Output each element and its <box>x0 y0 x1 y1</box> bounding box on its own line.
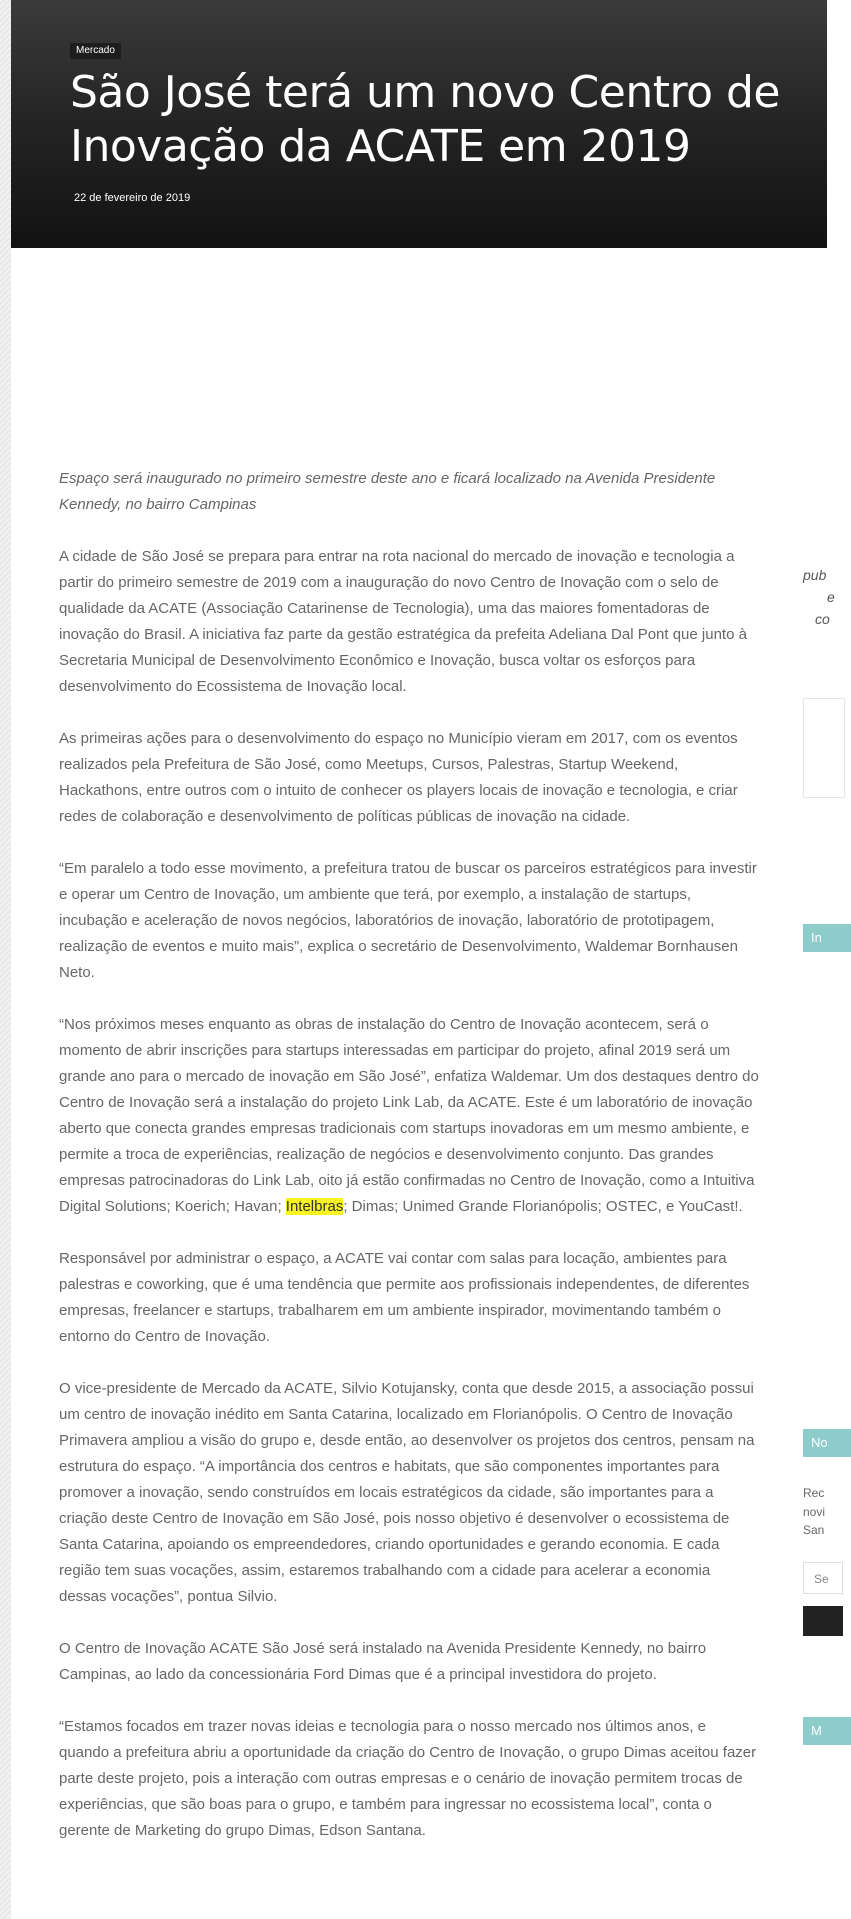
article-paragraph-7: O Centro de Inovação ACATE São José será instalado na Avenida Presidente Kennedy, no bairro Campinas, ao lado da concessionária Ford Dimas que é a principal investidora do projeto. <box>59 1640 707 1683</box>
sidebar-quote-line-1: pub <box>803 567 827 583</box>
article-paragraph-3: “Em paralelo a todo esse movimento, a prefeitura tratou de buscar os parceiros estratégicos para investir e operar um Centro de Inovação, um ambiente que terá, por exemplo, a instalação de startups, incubação e aceleração de novos negócios, laboratórios de inovação, laboratório de prototipagem, realização de eventos e muito mais”, explica o secretário de Desenvolvimento, Waldemar Bornhausen Neto. <box>59 860 757 981</box>
article-paragraph-1: A cidade de São José se prepara para entrar na rota nacional do mercado de inovação e tecnologia a partir do primeiro semestre de 2019 com a inauguração do novo Centro de Inovação com o selo de qualidade da ACATE (Associação Catarinense de Tecnologia), uma das maiores fomentadoras de inovação do Brasil. A iniciativa faz parte da gestão estratégica da prefeita Adeliana Dal Pont que junto à Secretaria Municipal de Desenvolvimento Econômico e Inovação, busca voltar os esforços para desenvolvimento do Ecossistema de Inovação local. <box>59 548 747 695</box>
category-badge[interactable]: Mercado <box>70 43 121 59</box>
paragraph-4-text-after: ; Dimas; Unimed Grande Florianópolis; OSTEC, e YouCast!. <box>343 1198 743 1215</box>
article-paragraph-6: O vice-presidente de Mercado da ACATE, Silvio Kotujansky, conta que desde 2015, a associação possui um centro de inovação inédito em Santa Catarina, localizado em Florianópolis. O Centro de Inovação Primavera ampliou a visão do grupo e, desde então, ao desenvolver os projetos dos centros, pensam na estrutura do espaço. “A importância dos centros e habitats, que são componentes importantes para promover a inovação, sendo construídos em locais estratégicos da cidade, são importantes para a criação deste Centro de Inovação em São José, pois nosso objetivo é desenvolver o ecossistema de Santa Catarina, apoiando os empreendedores, criando oportunidades e gerando economia. E cada região tem suas vocações, assim, estaremos trabalhando com a cidade para acelerar a economia dessas vocações”, pontua Silvio. <box>59 1380 755 1605</box>
article-hero <box>11 0 827 248</box>
paragraph-4-text-before: “Nos próximos meses enquanto as obras de instalação do Centro de Inovação acontecem, será o momento de abrir inscrições para startups interessadas em participar do projeto, afinal 2019 será um grande ano para o mercado de inovação em São José”, enfatiza Waldemar. Um dos destaques dentro do Centro de Inovação será a instalação do projeto Link Lab, da ACATE. Este é um laboratório de inovação aberto que conecta grandes empresas tradicionais com startups inovadoras em um mesmo ambiente, e permite a troca de experiências, realização de negócios e desenvolvimento conjunto. Das grandes empresas patrocinadoras do Link Lab, oito já estão confirmadas no Centro de Inovação, como a Intuitiva Digital Solutions; Koerich; Havan; <box>59 1016 759 1215</box>
article-paragraph-4 <box>59 1012 759 1220</box>
sidebar-search-input[interactable]: Se <box>803 1562 843 1594</box>
sidebar-widget-tag-2[interactable]: No <box>803 1429 851 1457</box>
article-paragraph-8: “Estamos focados em trazer novas ideias e tecnologia para o nosso mercado nos últimos anos, e quando a prefeitura abriu a oportunidade da criação do Centro de Inovação, o grupo Dimas aceitou fazer parte deste projeto, pois a interação com outras empresas e o cenário de inovação permitem trocas de experiências, que são boas para o grupo, e também para ingressar no ecossistema local”, conta o gerente de Marketing do grupo Dimas, Edson Santana. <box>59 1718 757 1839</box>
article-title: São José terá um novo Centro de Inovação da ACATE em 2019 <box>70 67 780 172</box>
sidebar-newsletter-line-1: Rec <box>803 1486 825 1500</box>
highlighted-term: Intelbras <box>285 1198 344 1215</box>
article-body <box>59 466 759 1870</box>
article-paragraph-2: As primeiras ações para o desenvolvimento do espaço no Município vieram em 2017, com os eventos realizados pela Prefeitura de São José, como Meetups, Cursos, Palestras, Startup Weekend, Hackathons, entre outros com o intuito de conhecer os players locais de inovação e tecnologia, e criar redes de colaboração e desenvolvimento de políticas públicas de inovação na cidade. <box>59 730 738 825</box>
right-sidebar <box>801 0 835 1919</box>
sidebar-quote-line-2: e <box>827 589 835 605</box>
article-lead: Espaço será inaugurado no primeiro semestre deste ano e ficará localizado na Avenida Presidente Kennedy, no bairro Campinas <box>59 470 716 513</box>
sidebar-newsletter-line-3: San <box>803 1523 825 1537</box>
publish-date: 22 de fevereiro de 2019 <box>74 192 191 204</box>
sidebar-newsletter-line-2: novi <box>803 1505 826 1519</box>
sidebar-widget-tag-1[interactable]: In <box>803 924 851 952</box>
article-paragraph-5: Responsável por administrar o espaço, a ACATE vai contar com salas para locação, ambientes para palestras e coworking, que é uma tendência que permite aos profissionais independentes, de diferentes empresas, freelancer e startups, trabalharem em um ambiente inspirador, movimentando também o entorno do Centro de Inovação. <box>59 1250 750 1345</box>
sidebar-quote-line-3: co <box>815 611 830 627</box>
sidebar-widget-box <box>803 698 845 798</box>
left-pattern-strip <box>0 0 11 1919</box>
sidebar-submit-button[interactable] <box>803 1606 843 1636</box>
sidebar-widget-tag-3[interactable]: M <box>803 1717 851 1745</box>
